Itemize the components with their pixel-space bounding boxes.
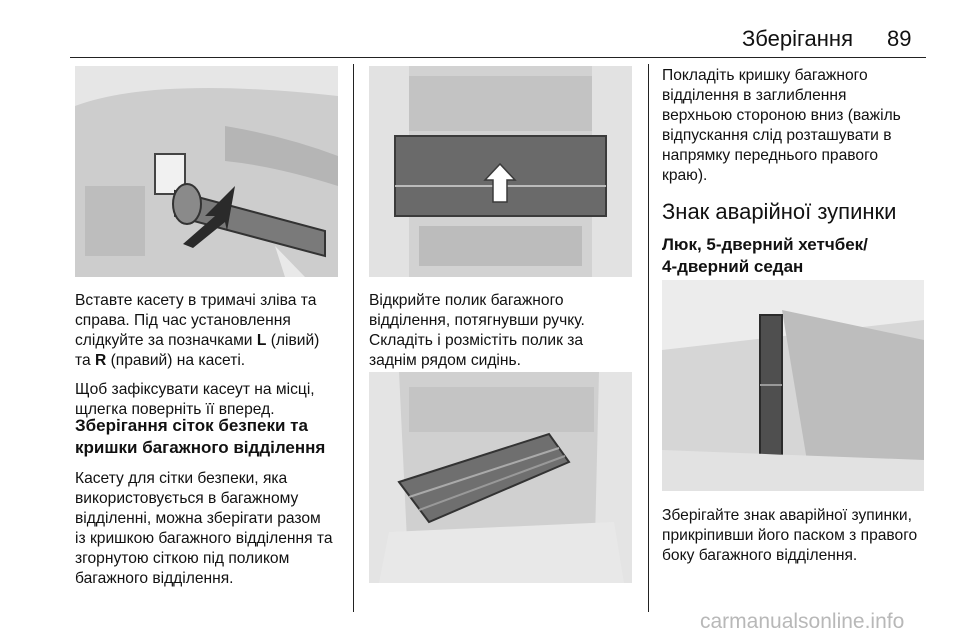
column-divider-right bbox=[648, 64, 649, 612]
col1-heading-line2: кришки багажного відділення bbox=[75, 438, 326, 457]
page-number: 89 bbox=[887, 26, 912, 51]
figure-cassette-insert bbox=[75, 66, 338, 277]
col1-p3-line1: Касету для сітки безпеки, яка bbox=[75, 470, 288, 487]
col3-p1-line4: відпускання слід розташувати в bbox=[662, 127, 892, 144]
column-divider-left bbox=[353, 64, 354, 612]
col3-p1-line3: верхньою стороною вниз (важіль bbox=[662, 107, 901, 124]
figure-stored-floor bbox=[369, 372, 632, 583]
col1-p1-line3-text: слідкуйте за позначками bbox=[75, 332, 257, 349]
col1-p1-line3 bbox=[75, 331, 319, 351]
col1-p3-line3: відділенні, можна зберігати разом bbox=[75, 510, 321, 527]
col1-p3-line4: із кришкою багажного відділення та bbox=[75, 530, 333, 547]
header-rule bbox=[70, 57, 926, 58]
col3-p2-line3: боку багажного відділення. bbox=[662, 547, 858, 564]
left-mark: L bbox=[256, 332, 267, 349]
col2-p1-line1: Відкрийте полик багажного bbox=[369, 292, 564, 309]
col1-p1-line2: справа. Під час установлення bbox=[75, 312, 291, 329]
col2-p1-line3: Складіть і розмістіть полик за bbox=[369, 332, 584, 349]
watermark: carmanualsonline.info bbox=[700, 610, 905, 633]
col1-p3-line5: згорнутою сіткою під поликом bbox=[75, 550, 290, 567]
col1-p2-line2: щлегка поверніть її вперед. bbox=[75, 401, 275, 418]
col3-section-heading: Знак аварійної зупинки bbox=[662, 199, 897, 224]
col3-p2-line2: прикріпивши його паском з правого bbox=[662, 527, 918, 544]
figure-open-floor bbox=[369, 66, 632, 277]
col3-subheading-line1: Люк, 5-дверний хетчбек/ bbox=[662, 235, 868, 254]
col2-p1-line2: відділення, потягнувши ручку. bbox=[369, 312, 585, 329]
header-title: Зберігання bbox=[742, 26, 853, 51]
col3-p1-line5: напрямку переднього правого bbox=[662, 147, 879, 164]
col1-heading-line1: Зберігання сіток безпеки та bbox=[75, 416, 308, 435]
col3-p1-line1: Покладіть кришку багажного bbox=[662, 67, 868, 84]
col3-p1-line6: краю). bbox=[662, 167, 708, 184]
col1-p3-line6: багажного відділення. bbox=[75, 570, 234, 587]
col1-p1-line4 bbox=[75, 351, 245, 371]
col1-p1-line4-text: та bbox=[75, 352, 95, 369]
figure-warning-triangle bbox=[662, 280, 924, 491]
col3-p1-line2: відділення в заглиблення bbox=[662, 87, 847, 104]
col1-p3-line2: використовується в багажному bbox=[75, 490, 299, 507]
col1-p1-line3-end: (лівий) bbox=[266, 332, 320, 349]
col2-p1-line4: заднім рядом сидінь. bbox=[369, 352, 521, 369]
col3-p2-line1: Зберігайте знак аварійної зупинки, bbox=[662, 507, 912, 524]
col1-p1-line4-end: (правий) на касеті. bbox=[106, 352, 246, 369]
col3-subheading-line2: 4-дверний седан bbox=[662, 257, 804, 276]
right-mark: R bbox=[94, 352, 107, 369]
col1-p1-line1: Вставте касету в тримачі зліва та bbox=[75, 292, 317, 309]
col1-p2-line1: Щоб зафіксувати касеут на місці, bbox=[75, 381, 315, 398]
